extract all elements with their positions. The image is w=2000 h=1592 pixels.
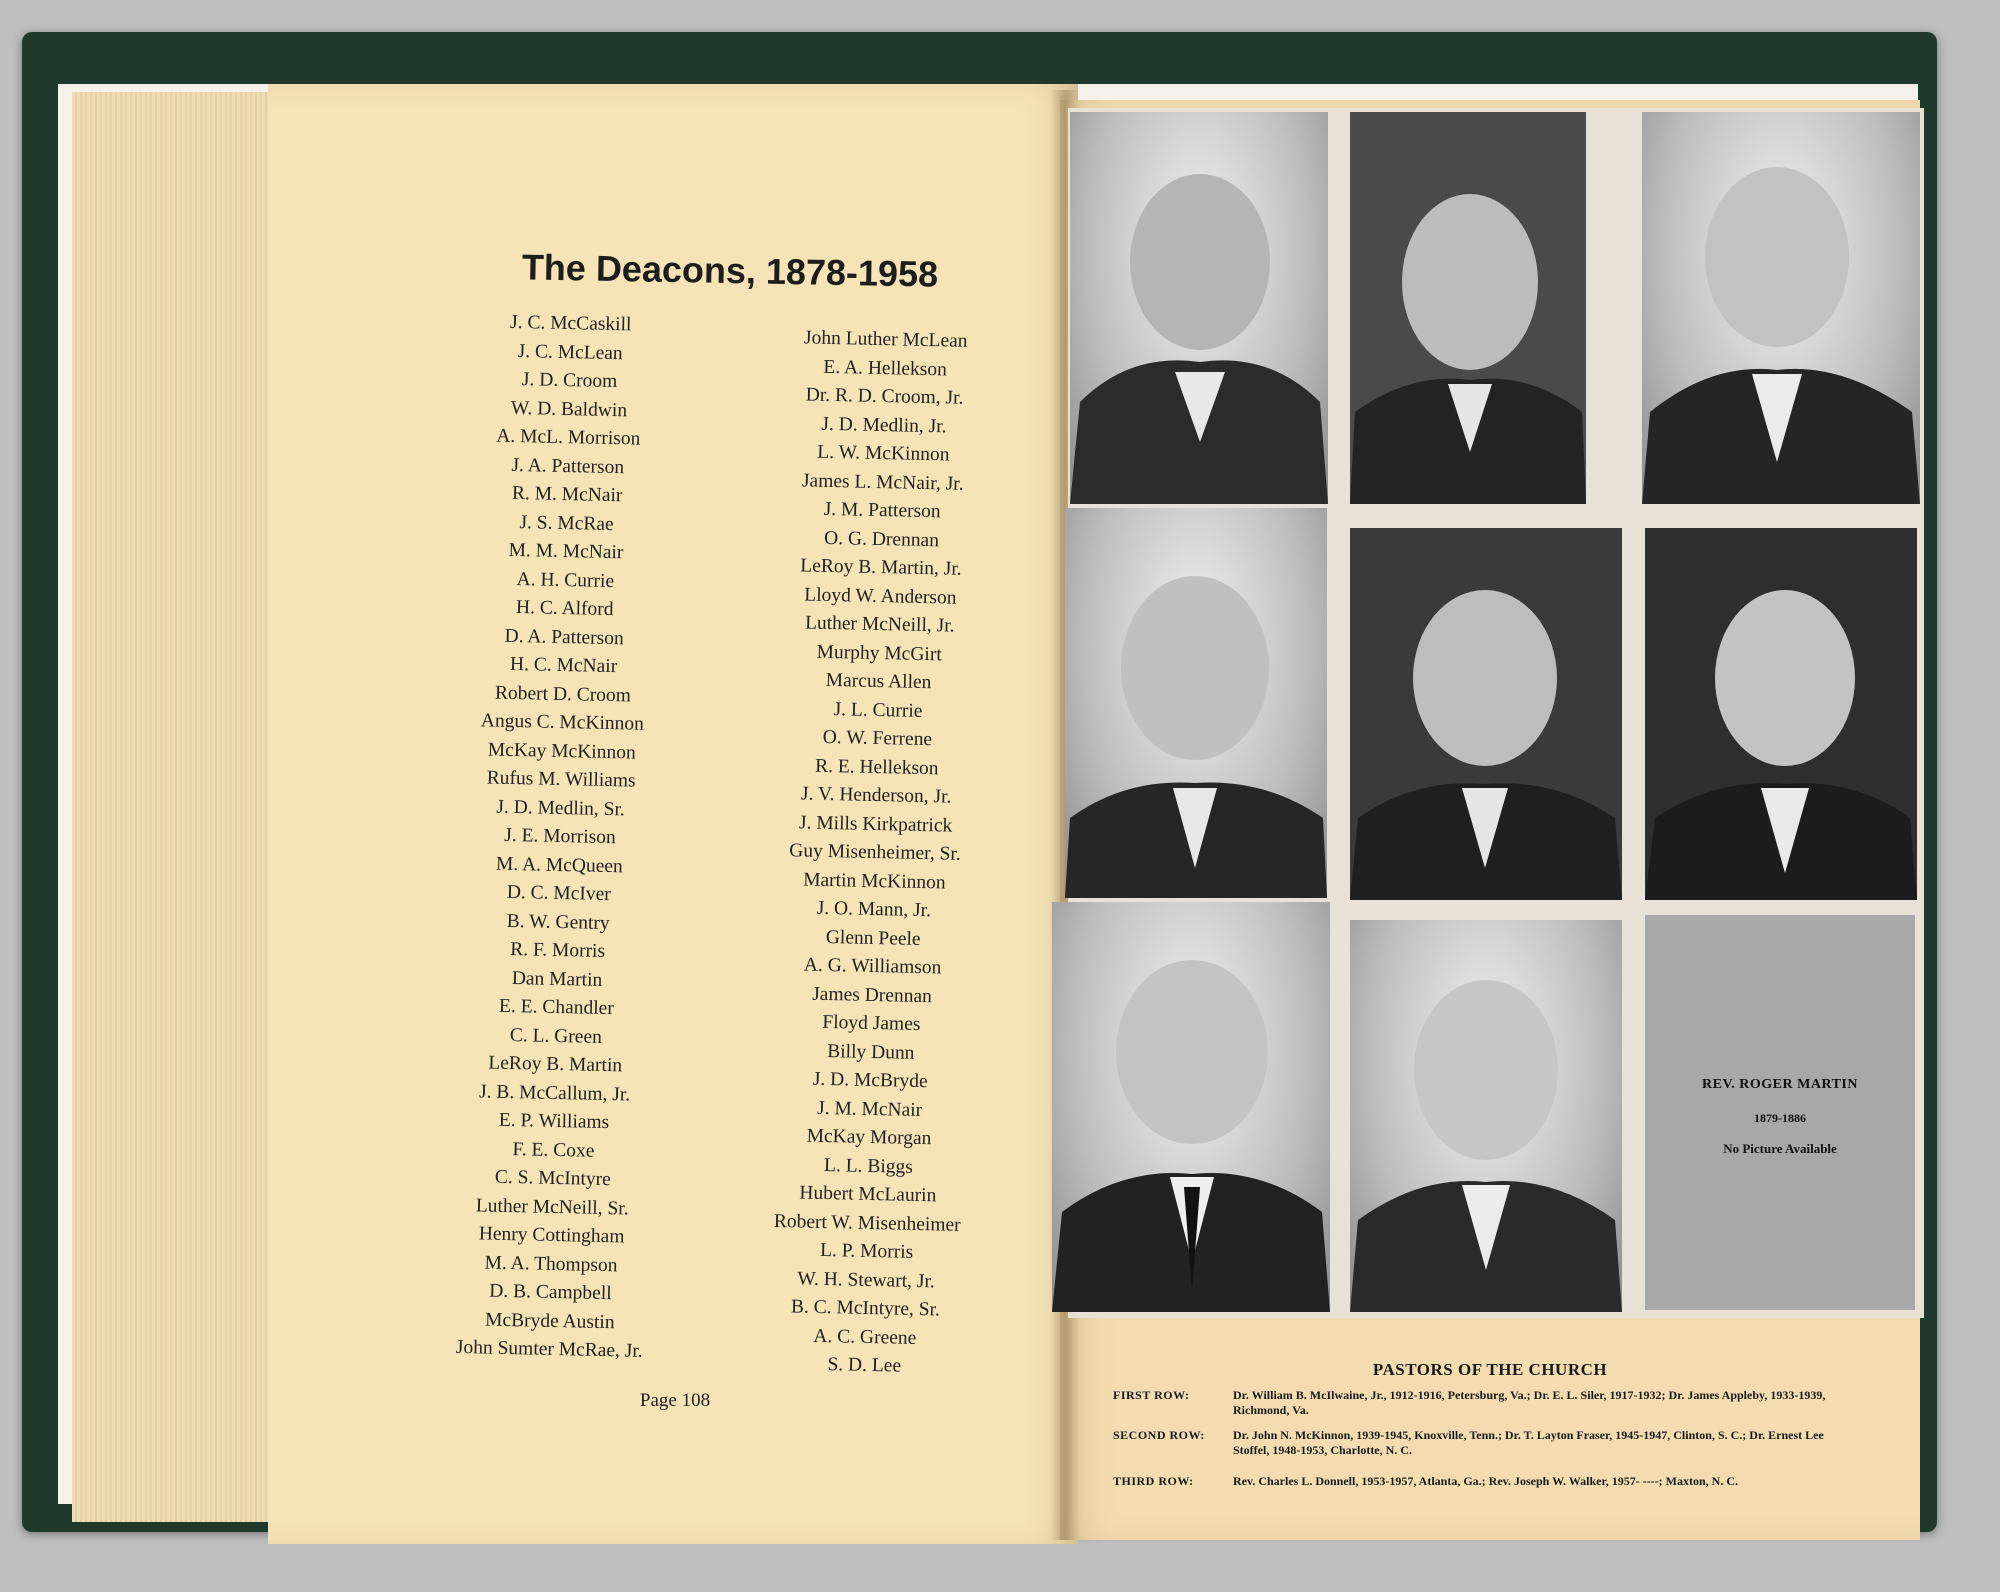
caption-row-text: Rev. Charles L. Donnell, 1953-1957, Atlanta, Ga.; Rev. Joseph W. Walker, 1957- ----; Maxton, N. C.	[1233, 1474, 1739, 1488]
deacon-name: M. A. McQueen	[495, 853, 623, 877]
pastor-photo-row2-col1	[1065, 508, 1327, 898]
deacon-name: J. C. McCaskill	[509, 311, 632, 336]
deacon-name: M. A. Thompson	[484, 1252, 618, 1276]
page-edges	[72, 92, 282, 1522]
deacon-name: Hubert McLaurin	[799, 1182, 937, 1207]
deacon-name: J. M. McNair	[816, 1097, 923, 1121]
deacon-name: Dan Martin	[511, 967, 603, 991]
pastor-photo-row2-col3	[1645, 528, 1917, 900]
deacon-name: B. C. McIntyre, Sr.	[790, 1296, 941, 1321]
deacon-name: D. C. McIver	[506, 881, 612, 906]
portrait-icon	[1642, 112, 1920, 504]
deacon-name: Luther McNeill, Jr.	[804, 612, 955, 637]
deacon-name: F. E. Coxe	[512, 1138, 595, 1162]
deacon-name: J. O. Mann, Jr.	[816, 897, 932, 922]
deacon-name: J. C. McLean	[517, 340, 623, 364]
deacon-name: J. V. Henderson, Jr.	[800, 783, 952, 808]
deacon-name: E. A. Hellekson	[823, 356, 948, 380]
deacon-name: McKay Morgan	[806, 1125, 932, 1150]
pastor-photo-row1-col3	[1642, 112, 1920, 504]
caption-row-text: Dr. John N. McKinnon, 1939-1945, Knoxville, Tenn.; Dr. T. Layton Fraser, 1945-1947, Clinton, S. C.; Dr. Ernest Lee Stoffel, 1948-1953, Charlotte, N. C.	[1233, 1428, 1824, 1457]
deacon-name: J. D. Medlin, Jr.	[821, 413, 947, 437]
deacon-name: A. McL. Morrison	[496, 425, 641, 450]
deacon-name: Robert W. Misenheimer	[773, 1210, 961, 1236]
portrait-icon	[1350, 920, 1622, 1312]
portrait-icon	[1052, 902, 1330, 1312]
deacon-name: A. G. Williamson	[803, 954, 942, 979]
deacon-name: Marcus Allen	[825, 669, 932, 694]
deacons-list-column-2	[704, 323, 1046, 1384]
deacon-name: J. D. McBryde	[812, 1068, 928, 1093]
deacon-name: E. P. Williams	[498, 1109, 610, 1134]
deacon-name: L. W. McKinnon	[817, 441, 950, 466]
deacon-name: W. H. Stewart, Jr.	[797, 1267, 935, 1292]
deacon-name: Rufus M. Williams	[486, 767, 636, 792]
deacon-name: Murphy McGirt	[816, 641, 942, 665]
deacon-name: S. D. Lee	[827, 1354, 902, 1377]
deacon-name: J. Mills Kirkpatrick	[798, 811, 953, 837]
deacon-name: Dr. R. D. Croom, Jr.	[805, 384, 964, 409]
deacon-name: C. L. Green	[509, 1024, 603, 1048]
deacon-name: R. F. Morris	[509, 938, 606, 962]
deacon-name: Floyd James	[822, 1011, 921, 1035]
deacon-name: A. C. Greene	[813, 1325, 917, 1349]
no-picture-note: No Picture Available	[1723, 1141, 1837, 1156]
deacon-name: Luther McNeill, Sr.	[475, 1194, 629, 1220]
deacon-name: McBryde Austin	[484, 1309, 615, 1333]
deacon-name: J. D. Croom	[521, 369, 618, 393]
deacon-name: B. W. Gentry	[506, 910, 610, 934]
deacon-name: J. S. McRae	[519, 511, 614, 535]
deacon-name: Guy Misenheimer, Sr.	[789, 840, 961, 865]
deacon-name: Henry Cottingham	[478, 1223, 625, 1248]
no-picture-years: 1879-1886	[1754, 1111, 1806, 1125]
deacon-name: R. M. McNair	[511, 482, 623, 507]
no-picture-name: REV. ROGER MARTIN	[1702, 1077, 1858, 1092]
deacon-name: Martin McKinnon	[802, 869, 946, 893]
deacon-name: L. L. Biggs	[823, 1154, 914, 1178]
deacon-name: Glenn Peele	[825, 926, 921, 950]
deacon-name: J. E. Morrison	[504, 824, 617, 849]
deacon-name: J. M. Patterson	[823, 498, 941, 523]
deacon-name: J. L. Currie	[833, 698, 923, 722]
deacon-name: Robert D. Croom	[494, 682, 632, 706]
caption-title: PASTORS OF THE CHURCH	[1372, 1360, 1608, 1379]
deacon-name: LeRoy B. Martin, Jr.	[800, 555, 962, 580]
deacon-name: John Luther McLean	[803, 327, 968, 352]
deacon-name: John Sumter McRae, Jr.	[455, 1336, 643, 1362]
no-picture-placeholder	[1645, 915, 1915, 1310]
deacon-name: James L. McNair, Jr.	[801, 469, 964, 495]
deacon-name: Billy Dunn	[827, 1040, 915, 1064]
deacon-name: O. G. Drennan	[823, 527, 940, 551]
portrait-icon	[1645, 528, 1917, 900]
portrait-icon	[1350, 112, 1586, 504]
deacon-name: D. A. Patterson	[504, 625, 624, 649]
deacon-name: D. B. Campbell	[489, 1280, 612, 1305]
pastor-photo-row1-col1	[1070, 112, 1328, 504]
deacon-name: LeRoy B. Martin	[488, 1052, 623, 1077]
deacon-name: A. H. Currie	[516, 568, 615, 592]
caption-row-label: FIRST ROW:	[1113, 1388, 1190, 1402]
deacon-name: Angus C. McKinnon	[480, 710, 645, 735]
caption-row-text: Dr. William B. McIlwaine, Jr., 1912-1916, Petersburg, Va.; Dr. E. L. Siler, 1917-1932; Dr. James Appleby, 1933-1939, Richmond, Va.	[1233, 1388, 1826, 1417]
deacon-name: M. M. McNair	[508, 539, 624, 564]
deacon-name: H. C. Alford	[515, 597, 614, 621]
deacon-name: L. P. Morris	[819, 1239, 914, 1263]
deacon-name: E. E. Chandler	[498, 995, 615, 1020]
deacon-name: C. S. McIntyre	[494, 1166, 612, 1191]
deacon-name: W. D. Baldwin	[510, 397, 628, 421]
pastor-photo-row1-col2	[1350, 112, 1586, 504]
portrait-icon	[1350, 528, 1622, 900]
page-title: The Deacons, 1878-1958	[521, 246, 939, 295]
pastor-photo-row2-col2	[1350, 528, 1622, 900]
deacon-name: J. A. Patterson	[511, 454, 625, 478]
portrait-icon	[1065, 508, 1327, 898]
deacon-name: R. E. Hellekson	[814, 755, 939, 779]
deacon-name: J. B. McCallum, Jr.	[478, 1080, 631, 1106]
caption-row-label: THIRD ROW:	[1113, 1474, 1194, 1488]
deacon-name: O. W. Ferrene	[822, 726, 933, 751]
caption-row-label: SECOND ROW:	[1113, 1428, 1205, 1442]
deacon-name: McKay McKinnon	[487, 738, 636, 764]
deacon-name: H. C. McNair	[509, 653, 618, 678]
portrait-icon	[1070, 112, 1328, 504]
deacon-name: J. D. Medlin, Sr.	[496, 796, 626, 820]
page-number: Page 108	[639, 1390, 711, 1411]
deacons-list-column-1	[384, 307, 736, 1368]
deacon-name: Lloyd W. Anderson	[804, 583, 957, 609]
deacon-name: James Drennan	[811, 983, 933, 1007]
pastor-photo-row3-col1	[1052, 902, 1330, 1312]
pastor-photo-row3-col2	[1350, 920, 1622, 1312]
